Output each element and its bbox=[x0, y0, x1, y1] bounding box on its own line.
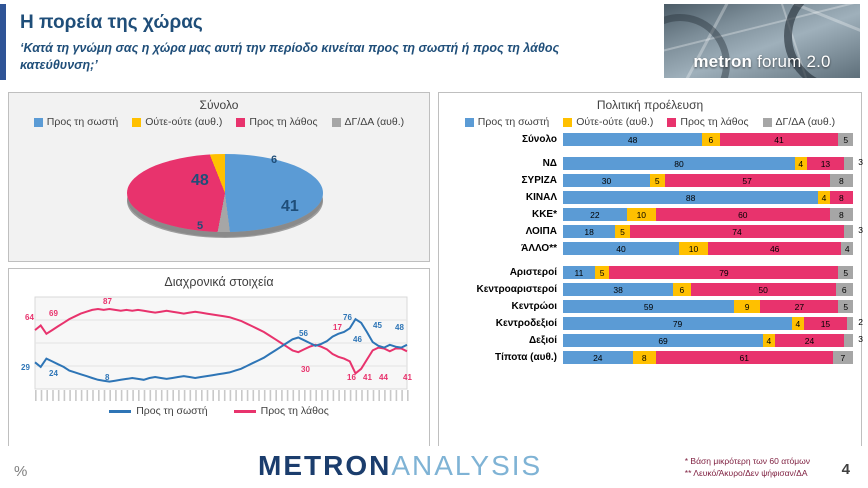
trend-x-tick bbox=[98, 390, 100, 401]
bar-segment-neither bbox=[633, 351, 656, 364]
trend-x-tick bbox=[64, 390, 66, 401]
legend-item-right bbox=[465, 116, 549, 128]
trend-x-tick bbox=[401, 390, 403, 401]
trend-x-tick bbox=[207, 390, 209, 401]
legend-swatch-right-icon bbox=[465, 118, 474, 127]
bar-track bbox=[563, 334, 863, 347]
trend-legend-item-wrong bbox=[234, 405, 329, 417]
footnote-2: ** Λευκό/Άκυρο/Δεν ψήφισαν/ΔΑ bbox=[684, 468, 808, 479]
trend-x-tick bbox=[87, 390, 89, 401]
metron-analysis-logo bbox=[258, 450, 542, 482]
trend-point-label: 64 bbox=[25, 313, 34, 322]
trend-x-tick bbox=[321, 390, 323, 401]
bar-row-label: ΝΔ bbox=[542, 158, 557, 169]
legend-label-dk: ΔΓ/ΔΑ (αυθ.) bbox=[775, 116, 836, 128]
bar-row-label: Δεξιοί bbox=[528, 335, 557, 346]
trend-chart-svg bbox=[17, 293, 421, 405]
pie-chart-legend bbox=[9, 116, 429, 128]
trend-x-tick bbox=[69, 390, 71, 401]
bar-segment-neither bbox=[679, 242, 708, 255]
bar-value-right: 22 bbox=[590, 209, 600, 220]
trend-legend-item-right bbox=[109, 405, 207, 417]
legend-label-right: Προς τη σωστή bbox=[477, 116, 550, 128]
legend-item-dk bbox=[332, 116, 405, 128]
bar-segment-neither bbox=[734, 300, 760, 313]
bar-value-wrong: 41 bbox=[774, 134, 784, 145]
trend-x-tick bbox=[270, 390, 272, 401]
trend-x-tick bbox=[52, 390, 54, 401]
bar-value-neither: 8 bbox=[641, 352, 647, 363]
bar-value-neither: 5 bbox=[599, 267, 605, 278]
table-row bbox=[439, 207, 861, 222]
table-row bbox=[439, 350, 861, 365]
legend-swatch-dk-icon bbox=[763, 118, 772, 127]
trend-point-label: 29 bbox=[21, 363, 30, 372]
trend-x-tick bbox=[356, 390, 358, 401]
bar-segment-right bbox=[563, 225, 615, 238]
trend-x-tick bbox=[298, 390, 300, 401]
trend-x-tick bbox=[144, 390, 146, 401]
bar-segment-right bbox=[563, 191, 818, 204]
header-title-block bbox=[0, 4, 666, 80]
bar-value-dk: 6 bbox=[841, 284, 847, 295]
slide-footer bbox=[0, 446, 868, 488]
trend-chart-plot bbox=[17, 293, 421, 403]
trend-x-tick bbox=[407, 390, 409, 401]
trend-x-tick bbox=[201, 390, 203, 401]
pie-label-dk: 5 bbox=[197, 220, 204, 232]
bar-segment-right bbox=[563, 334, 763, 347]
pie-label-right: 48 bbox=[191, 172, 209, 189]
bar-segment-right bbox=[563, 266, 595, 279]
bar-segment-right bbox=[563, 283, 673, 296]
bar-track bbox=[563, 317, 863, 330]
trend-x-tick bbox=[247, 390, 249, 401]
trend-x-tick bbox=[75, 390, 77, 401]
bar-row-label: Κεντρώοι bbox=[511, 301, 557, 312]
bar-track bbox=[563, 191, 853, 204]
bar-value-dk: 5 bbox=[843, 301, 849, 312]
bar-value-right: 18 bbox=[584, 226, 594, 237]
trend-x-tick bbox=[92, 390, 94, 401]
trend-x-tick bbox=[344, 390, 346, 401]
trend-point-label: 69 bbox=[49, 309, 58, 318]
trend-x-tick bbox=[172, 390, 174, 401]
trend-x-tick bbox=[81, 390, 83, 401]
bar-segment-wrong bbox=[630, 225, 845, 238]
trend-x-tick bbox=[218, 390, 220, 401]
trend-x-tick bbox=[264, 390, 266, 401]
pie-chart bbox=[9, 128, 429, 246]
page-subtitle: ‘Κατά τη γνώμη σας η χώρα μας αυτή την περίοδο κινείται προς τη σωστή ή προς τη λάθος κατεύθυνση;’ bbox=[20, 41, 560, 72]
bar-segment-neither bbox=[673, 283, 690, 296]
bar-row-label: ΣΥΡΙΖΑ bbox=[521, 175, 557, 186]
brand-metron: METRON bbox=[258, 450, 392, 481]
bar-value-wrong: 46 bbox=[769, 243, 780, 254]
bar-segment-wrong bbox=[691, 283, 836, 296]
trend-x-tick bbox=[293, 390, 295, 401]
legend-label-neither: Ούτε-ούτε (αυθ.) bbox=[145, 116, 223, 128]
trend-point-label: 16 bbox=[347, 373, 356, 382]
trend-x-tick bbox=[230, 390, 232, 401]
trend-x-tick bbox=[275, 390, 277, 401]
table-row bbox=[439, 282, 861, 297]
logo-text bbox=[664, 52, 860, 72]
trend-point-label: 30 bbox=[301, 365, 310, 374]
bar-value-dk-outside: 3 bbox=[858, 334, 863, 344]
trend-x-tick bbox=[235, 390, 237, 401]
table-row bbox=[439, 132, 861, 147]
bar-row-label: Σύνολο bbox=[521, 134, 557, 145]
trend-x-tick bbox=[150, 390, 152, 401]
legend-label-right: Προς τη σωστή bbox=[46, 116, 119, 128]
logo-text-light: forum 2.0 bbox=[752, 52, 831, 71]
legend-item-right bbox=[34, 116, 118, 128]
bar-row-label: ΛΟΙΠΑ bbox=[525, 226, 557, 237]
bar-segment-dk bbox=[833, 351, 853, 364]
trend-x-tick bbox=[241, 390, 243, 401]
legend-label-wrong: Προς τη λάθος bbox=[249, 116, 318, 128]
bar-segment-wrong bbox=[656, 208, 830, 221]
bar-row-label: ΆΛΛΟ** bbox=[521, 243, 557, 254]
trend-x-axis-labels bbox=[35, 390, 409, 401]
trend-x-tick bbox=[115, 390, 117, 401]
bar-value-right: 59 bbox=[643, 301, 654, 312]
bar-segment-right bbox=[563, 317, 792, 330]
bar-segment-right bbox=[563, 157, 795, 170]
trend-x-tick bbox=[258, 390, 260, 401]
bar-value-dk-outside: 2 bbox=[858, 317, 863, 327]
bar-value-wrong: 24 bbox=[804, 335, 815, 346]
trend-x-tick bbox=[304, 390, 306, 401]
trend-x-tick bbox=[396, 390, 398, 401]
percent-symbol: % bbox=[14, 463, 28, 480]
bar-segment-right bbox=[563, 300, 734, 313]
slide-header bbox=[0, 0, 868, 84]
bar-row-label: Κεντροαριστεροί bbox=[476, 284, 557, 295]
trend-x-tick bbox=[367, 390, 369, 401]
trend-x-tick bbox=[281, 390, 283, 401]
bar-row-label: ΚΚΕ* bbox=[531, 209, 557, 220]
bar-value-neither: 4 bbox=[821, 192, 827, 203]
bar-track bbox=[563, 351, 853, 364]
legend-label-dk: ΔΓ/ΔΑ (αυθ.) bbox=[344, 116, 405, 128]
bar-value-wrong: 15 bbox=[820, 318, 831, 329]
bar-segment-wrong bbox=[807, 157, 845, 170]
bar-segment-wrong bbox=[665, 174, 830, 187]
trend-x-tick bbox=[190, 390, 192, 401]
trend-point-label: 87 bbox=[103, 297, 112, 306]
trend-x-tick bbox=[155, 390, 157, 401]
trend-legend-label-wrong: Προς τη λάθος bbox=[260, 405, 329, 417]
bar-segment-wrong bbox=[775, 334, 845, 347]
bar-value-right: 48 bbox=[627, 134, 638, 145]
table-row bbox=[439, 299, 861, 314]
table-row bbox=[439, 224, 861, 239]
trend-x-tick bbox=[350, 390, 352, 401]
bar-row-label: ΚΙΝΑΛ bbox=[525, 192, 557, 203]
bar-segment-dk bbox=[838, 300, 853, 313]
bar-segment-neither bbox=[595, 266, 610, 279]
trend-x-tick bbox=[35, 390, 37, 401]
bar-value-right: 69 bbox=[658, 335, 668, 346]
bar-value-dk: 8 bbox=[839, 175, 844, 186]
trend-point-label: 76 bbox=[343, 313, 352, 322]
trend-x-tick bbox=[58, 390, 60, 401]
legend-swatch-neither-icon bbox=[132, 118, 141, 127]
bar-value-dk: 5 bbox=[843, 134, 849, 145]
brand-analysis: ANALYSIS bbox=[391, 450, 543, 481]
bars-chart-rows bbox=[439, 132, 861, 365]
bar-row-label: Αριστεροί bbox=[509, 267, 557, 278]
bar-value-right: 38 bbox=[613, 284, 623, 295]
trend-x-tick bbox=[121, 390, 123, 401]
bar-segment-neither bbox=[818, 191, 830, 204]
trend-x-tick bbox=[178, 390, 180, 401]
footnotes bbox=[685, 455, 810, 481]
legend-label-neither: Ούτε-ούτε (αυθ.) bbox=[576, 116, 654, 128]
trend-x-tick bbox=[224, 390, 226, 401]
bar-segment-wrong bbox=[720, 133, 839, 146]
trend-x-tick bbox=[167, 390, 169, 401]
bar-value-right: 30 bbox=[601, 175, 612, 186]
trend-x-tick bbox=[310, 390, 312, 401]
bar-track bbox=[563, 225, 863, 238]
trend-chart-panel bbox=[8, 268, 430, 448]
bar-value-right: 80 bbox=[674, 158, 684, 169]
trend-point-label: 56 bbox=[299, 329, 308, 338]
bar-value-neither: 4 bbox=[795, 318, 801, 329]
bar-segment-neither bbox=[702, 133, 719, 146]
bar-segment-neither bbox=[792, 317, 804, 330]
bar-segment-wrong bbox=[760, 300, 838, 313]
trend-x-tick bbox=[315, 390, 317, 401]
bar-segment-neither bbox=[615, 225, 630, 238]
bar-track bbox=[563, 174, 853, 187]
legend-item-wrong bbox=[667, 116, 748, 128]
legend-swatch-right-icon bbox=[34, 118, 43, 127]
bar-track bbox=[563, 300, 853, 313]
page-title: Η πορεία της χώρας bbox=[20, 12, 203, 33]
legend-item-neither bbox=[563, 116, 653, 128]
trend-legend-line-wrong-icon bbox=[234, 410, 256, 413]
table-row bbox=[439, 241, 861, 256]
trend-x-tick bbox=[253, 390, 255, 401]
bar-track bbox=[563, 133, 853, 146]
trend-x-tick bbox=[46, 390, 48, 401]
trend-x-tick bbox=[378, 390, 380, 401]
bar-segment-wrong bbox=[830, 191, 853, 204]
trend-point-label: 45 bbox=[373, 321, 382, 330]
bar-value-wrong: 13 bbox=[820, 158, 831, 169]
bar-track bbox=[563, 266, 853, 279]
bar-segment-right bbox=[563, 133, 702, 146]
trend-point-label: 41 bbox=[363, 373, 372, 382]
bar-value-wrong: 74 bbox=[732, 226, 742, 237]
table-row bbox=[439, 156, 861, 171]
bars-chart-legend bbox=[439, 116, 861, 128]
legend-item-neither bbox=[132, 116, 222, 128]
bar-track bbox=[563, 157, 863, 170]
bar-value-right: 24 bbox=[593, 352, 603, 363]
bar-value-wrong: 60 bbox=[738, 209, 748, 220]
trend-point-label: 46 bbox=[353, 335, 362, 344]
bar-segment-dk bbox=[844, 334, 853, 347]
bar-value-neither: 10 bbox=[636, 209, 647, 220]
bar-track bbox=[563, 283, 853, 296]
bar-value-neither: 5 bbox=[620, 226, 625, 237]
bar-segment-dk bbox=[844, 225, 853, 238]
metron-forum-logo bbox=[664, 4, 860, 78]
trend-x-tick bbox=[109, 390, 111, 401]
bar-segment-neither bbox=[627, 208, 656, 221]
bar-value-neither: 6 bbox=[708, 134, 714, 145]
bar-segment-dk bbox=[838, 133, 853, 146]
bar-value-neither: 5 bbox=[654, 175, 660, 186]
legend-swatch-wrong-icon bbox=[667, 118, 676, 127]
bar-value-right: 88 bbox=[685, 192, 696, 203]
trend-x-tick bbox=[373, 390, 375, 401]
trend-point-label: 8 bbox=[105, 373, 110, 382]
logo-text-bold: metron bbox=[693, 52, 753, 71]
table-row bbox=[439, 316, 861, 331]
table-row bbox=[439, 173, 861, 188]
bar-segment-dk bbox=[830, 208, 853, 221]
trend-x-tick bbox=[138, 390, 140, 401]
bar-value-dk: 4 bbox=[844, 243, 850, 254]
bar-segment-dk bbox=[844, 157, 853, 170]
trend-point-label: 41 bbox=[403, 373, 412, 382]
trend-x-tick bbox=[338, 390, 340, 401]
legend-item-dk bbox=[763, 116, 836, 128]
bars-chart-title: Πολιτική προέλευση bbox=[596, 98, 704, 112]
bar-segment-dk bbox=[841, 242, 853, 255]
bar-segment-wrong bbox=[656, 351, 833, 364]
bar-value-neither: 10 bbox=[688, 243, 699, 254]
bar-segment-neither bbox=[650, 174, 665, 187]
trend-x-tick bbox=[41, 390, 43, 401]
footnote-1: * Βάση μικρότερη των 60 ατόμων bbox=[684, 455, 810, 466]
trend-x-tick bbox=[390, 390, 392, 401]
table-row bbox=[439, 265, 861, 280]
legend-swatch-dk-icon bbox=[332, 118, 341, 127]
trend-x-tick bbox=[384, 390, 386, 401]
legend-swatch-neither-icon bbox=[563, 118, 572, 127]
bar-row-label: Τίποτα (αυθ.) bbox=[494, 352, 557, 363]
trend-x-tick bbox=[212, 390, 214, 401]
trend-x-tick bbox=[161, 390, 163, 401]
bar-value-neither: 4 bbox=[798, 158, 804, 169]
table-row bbox=[439, 333, 861, 348]
bar-segment-wrong bbox=[609, 266, 838, 279]
legend-label-wrong: Προς τη λάθος bbox=[680, 116, 749, 128]
pie-slices bbox=[127, 154, 323, 232]
bar-segment-dk bbox=[847, 317, 853, 330]
bar-segment-dk bbox=[838, 266, 853, 279]
trend-legend-label-right: Προς τη σωστή bbox=[136, 405, 208, 417]
bar-value-neither: 9 bbox=[744, 301, 750, 312]
trend-x-tick bbox=[184, 390, 186, 401]
pie-label-wrong: 41 bbox=[281, 198, 299, 215]
trend-point-label: 24 bbox=[49, 369, 58, 378]
bar-track bbox=[563, 208, 853, 221]
legend-swatch-wrong-icon bbox=[236, 118, 245, 127]
table-row bbox=[439, 190, 861, 205]
pie-chart-title: Σύνολο bbox=[199, 98, 239, 112]
trend-x-tick bbox=[333, 390, 335, 401]
bar-value-dk: 7 bbox=[840, 352, 846, 363]
trend-point-label: 44 bbox=[379, 373, 388, 382]
bar-value-dk-outside: 3 bbox=[858, 157, 863, 167]
bars-chart-panel bbox=[438, 92, 862, 448]
bar-value-dk-outside: 3 bbox=[858, 225, 863, 235]
trend-x-tick bbox=[104, 390, 106, 401]
bar-segment-right bbox=[563, 208, 627, 221]
bar-segment-neither bbox=[763, 334, 775, 347]
bar-value-wrong: 50 bbox=[758, 284, 768, 295]
trend-legend-line-right-icon bbox=[109, 410, 131, 413]
trend-x-tick bbox=[132, 390, 134, 401]
bar-value-wrong: 27 bbox=[794, 301, 805, 312]
bar-value-right: 11 bbox=[574, 267, 584, 278]
bar-segment-right bbox=[563, 242, 679, 255]
bar-value-neither: 4 bbox=[766, 335, 772, 346]
bar-row-label: Κεντροδεξιοί bbox=[495, 318, 557, 329]
trend-x-tick bbox=[127, 390, 129, 401]
bar-value-wrong: 57 bbox=[742, 175, 752, 186]
trend-point-label: 17 bbox=[333, 323, 342, 332]
trend-chart-title: Διαχρονικά στοιχεία bbox=[164, 275, 274, 289]
bar-track bbox=[563, 242, 853, 255]
bar-value-right: 40 bbox=[616, 243, 626, 254]
bar-value-right: 79 bbox=[672, 318, 683, 329]
bar-segment-right bbox=[563, 351, 633, 364]
bar-value-wrong: 61 bbox=[739, 352, 749, 363]
trend-x-tick bbox=[361, 390, 363, 401]
trend-x-tick bbox=[327, 390, 329, 401]
bar-segment-wrong bbox=[804, 317, 848, 330]
pie-chart-panel bbox=[8, 92, 430, 262]
bar-segment-wrong bbox=[708, 242, 841, 255]
legend-item-wrong bbox=[236, 116, 317, 128]
bar-value-wrong: 8 bbox=[839, 192, 844, 203]
pie-label-neither: 6 bbox=[271, 154, 278, 166]
page-number: 4 bbox=[841, 461, 850, 478]
bar-segment-dk bbox=[830, 174, 853, 187]
bar-segment-neither bbox=[795, 157, 807, 170]
trend-point-label: 48 bbox=[395, 323, 404, 332]
trend-x-tick bbox=[195, 390, 197, 401]
bar-segment-dk bbox=[836, 283, 853, 296]
bar-value-neither: 6 bbox=[679, 284, 685, 295]
bar-value-dk: 8 bbox=[839, 209, 844, 220]
bar-segment-right bbox=[563, 174, 650, 187]
bar-value-dk: 5 bbox=[843, 267, 849, 278]
trend-chart-legend bbox=[9, 405, 429, 417]
bar-value-wrong: 79 bbox=[719, 267, 729, 278]
trend-x-tick bbox=[287, 390, 289, 401]
